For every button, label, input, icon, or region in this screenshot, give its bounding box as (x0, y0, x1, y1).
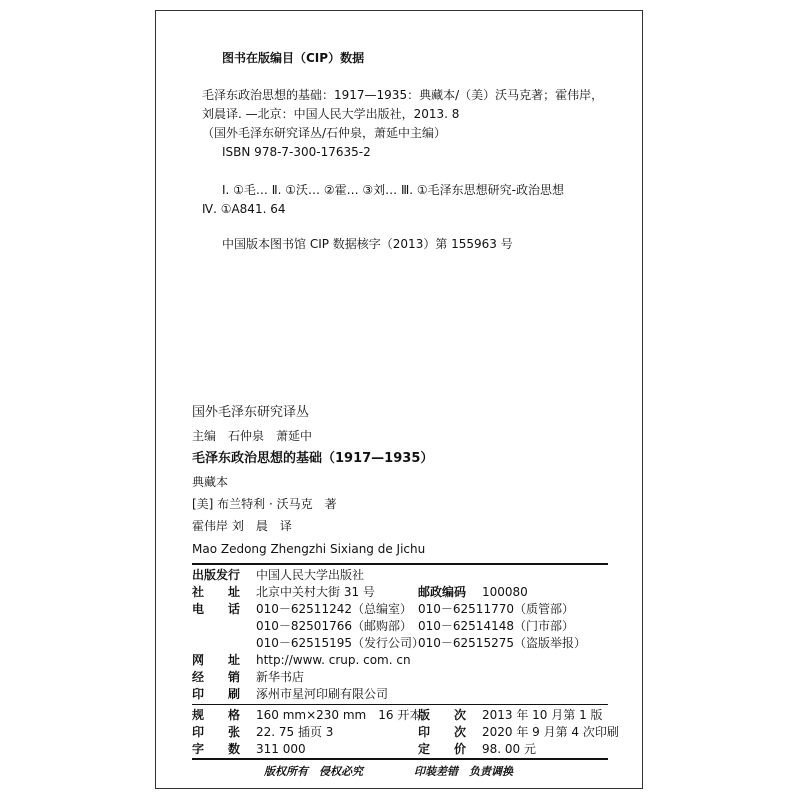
format-label: 规 格 (192, 708, 241, 722)
divider-top (192, 563, 608, 565)
postcode-label: 邮政编码 (418, 585, 467, 599)
cip-heading: 图书在版编目（CIP）数据 (222, 51, 365, 65)
phone-piracy-report: 010－62515275（盗版举报） (418, 636, 586, 650)
phone-retail: 010－62514148（门市部） (418, 619, 574, 633)
postcode-value: 100080 (482, 585, 528, 599)
cip-line-3: （国外毛泽东研究译丛/石仲泉，萧延中主编） (202, 126, 447, 140)
sheets-value: 22. 75 插页 3 (256, 725, 334, 739)
price-value: 98. 00 元 (482, 742, 536, 756)
cip-isbn: ISBN 978-7-300-17635-2 (222, 145, 371, 159)
format-value: 160 mm×230 mm 16 开本 (256, 708, 422, 722)
website-value: http://www. crup. com. cn (256, 653, 411, 667)
distributor-label: 经 销 (192, 670, 241, 684)
book-translators: 霍伟岸 刘 晨 译 (192, 519, 292, 533)
phone-distribution: 010－62515195（发行公司） (256, 636, 424, 650)
book-pinyin-title: Mao Zedong Zhengzhi Sixiang de Jichu (192, 542, 426, 556)
distributor-value: 新华书店 (256, 670, 305, 684)
address-value: 北京中关村大街 31 号 (256, 585, 375, 599)
series-editors: 主编 石仲泉 萧延中 (192, 429, 313, 443)
address-label: 社 址 (192, 585, 241, 599)
phone-mail-order: 010－82501766（邮购部） (256, 619, 412, 633)
printer-label: 印 刷 (192, 687, 241, 701)
phone-editorial: 010－62511242（总编室） (256, 602, 412, 616)
publisher-value: 中国人民大学出版社 (256, 568, 365, 582)
copyright-page (155, 10, 643, 789)
printing-label: 印 次 (418, 725, 467, 739)
book-edition: 典藏本 (192, 475, 229, 489)
cip-line-1: 毛泽东政治思想的基础：1917—1935：典藏本/（美）沃马克著；霍伟岸， (202, 88, 604, 102)
printing-value: 2020 年 9 月第 4 次印刷 (482, 725, 619, 739)
publisher-label: 出版发行 (192, 568, 241, 582)
book-author: [美] 布兰特利 · 沃马克 著 (192, 497, 337, 511)
divider-middle (192, 704, 608, 705)
word-count-value: 311 000 (256, 742, 306, 756)
misprint-notice: 印装差错 负责调换 (414, 765, 513, 778)
price-label: 定 价 (418, 742, 467, 756)
divider-bottom (192, 758, 608, 760)
cip-line-2: 刘晨译. —北京：中国人民大学出版社，2013. 8 (202, 107, 460, 121)
phone-label: 电 话 (192, 602, 241, 616)
phone-quality: 010－62511770（质管部） (418, 602, 574, 616)
series-name: 国外毛泽东研究译丛 (192, 405, 310, 420)
word-count-label: 字 数 (192, 742, 241, 756)
sheets-label: 印 张 (192, 725, 241, 739)
copyright-notice: 版权所有 侵权必究 (264, 765, 363, 778)
cip-classification-2: Ⅳ. ①A841. 64 (202, 202, 286, 216)
website-label: 网 址 (192, 653, 241, 667)
cip-verification: 中国版本图书馆 CIP 数据核字（2013）第 155963 号 (222, 237, 513, 251)
edition-value: 2013 年 10 月第 1 版 (482, 708, 603, 722)
book-title: 毛泽东政治思想的基础（1917—1935） (192, 451, 434, 466)
printer-value: 涿州市星河印刷有限公司 (256, 687, 389, 701)
edition-label: 版 次 (418, 708, 467, 722)
cip-classification-1: Ⅰ. ①毛… Ⅱ. ①沃… ②霍… ③刘… Ⅲ. ①毛泽东思想研究-政治思想 (222, 183, 564, 197)
